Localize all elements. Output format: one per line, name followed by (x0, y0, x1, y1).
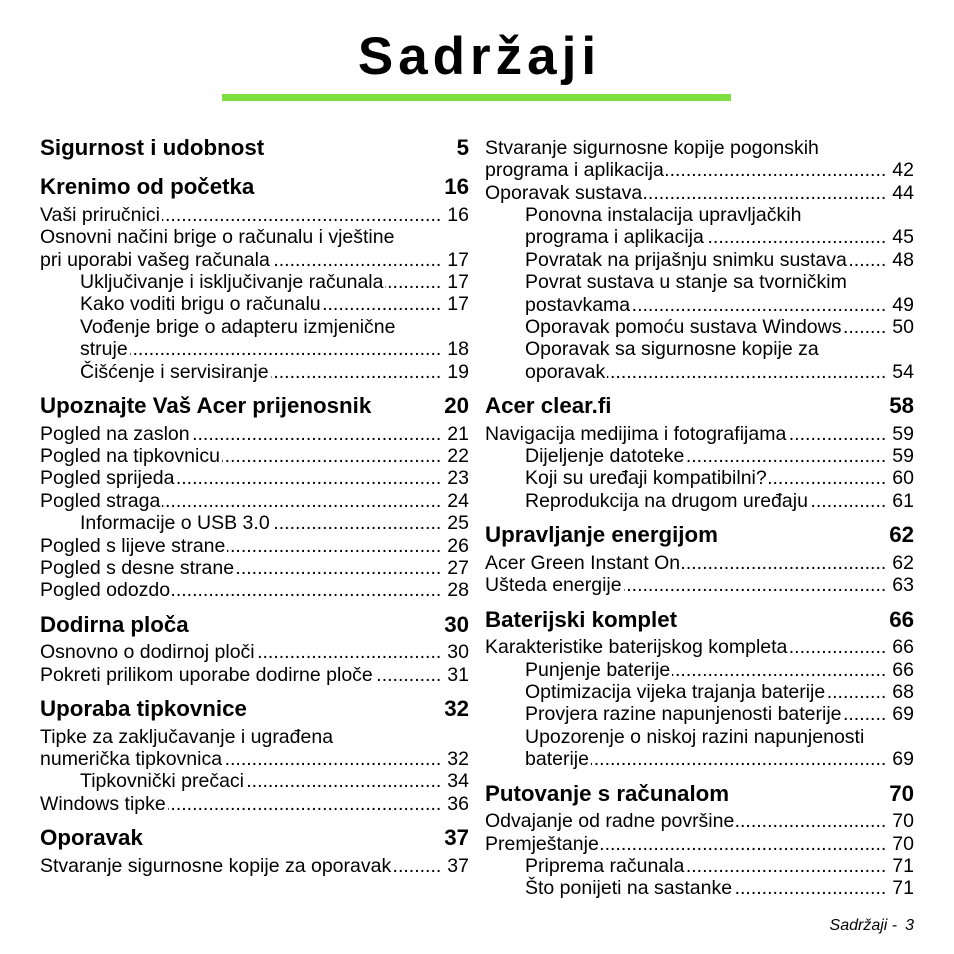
toc-heading-title: Oporavak (40, 825, 143, 851)
toc-entry-title: Punjenje baterije (525, 658, 671, 681)
toc-column-left (40, 132, 469, 878)
toc-entry[interactable] (40, 204, 469, 226)
toc-entry-page-number: 70 (892, 832, 914, 855)
toc-entry-page-number: 25 (447, 512, 469, 535)
toc-entry-line (40, 793, 469, 815)
toc-heading-title: Putovanje s računalom (485, 780, 730, 806)
toc-entry[interactable] (40, 641, 469, 663)
dot-leader (162, 204, 441, 226)
toc-entry-title: numerička tipkovnica (40, 748, 223, 771)
toc-entry-title: Vaši priručnici (40, 203, 160, 226)
toc-entry-line (40, 361, 469, 383)
toc-entry-line (40, 467, 469, 489)
toc-entry[interactable] (40, 855, 469, 877)
toc-entry[interactable] (485, 636, 914, 658)
toc-entry-title: Kako voditi brigu o računalu (80, 293, 321, 316)
toc-entry-page-number: 17 (447, 293, 469, 316)
toc-entry-page-number: 16 (447, 203, 469, 226)
toc-entry-page-number: 71 (892, 854, 914, 877)
toc-entry-page-number: 28 (447, 579, 469, 602)
toc-entry-title: Ušteda energije (485, 574, 622, 597)
toc-subentry[interactable] (485, 467, 914, 489)
dot-leader (682, 552, 886, 574)
toc-entry-title: Pogled na tipkovnicu (40, 444, 220, 467)
toc-entry-page-number: 61 (892, 489, 914, 512)
dot-leader (257, 641, 442, 663)
toc-entry-line (40, 490, 469, 512)
toc-entry-title: Koji su uređaji kompatibilni? (525, 467, 767, 490)
toc-entry-title: Provjera razine napunjenosti baterije (525, 703, 842, 726)
toc-entry-title: Acer Green Instant On (485, 551, 681, 574)
toc-entry-page-number: 31 (447, 663, 469, 686)
toc-entry-line (40, 338, 469, 360)
toc-entry-line (485, 423, 914, 445)
toc-entry-page-number: 68 (892, 681, 914, 703)
toc-entry[interactable] (40, 445, 469, 467)
toc-entry-page-number: 19 (447, 360, 469, 383)
toc-heading-page-number: 5 (456, 134, 469, 160)
toc-entry-page-number: 66 (892, 658, 914, 681)
toc-entry-line (485, 137, 914, 159)
dot-leader (323, 293, 442, 315)
toc-entry-line (485, 467, 914, 489)
dot-leader (172, 579, 441, 601)
toc-entry[interactable] (40, 557, 469, 579)
toc-entry-line (485, 226, 914, 248)
dot-leader (375, 664, 442, 686)
toc-entry-title: struje (80, 338, 128, 361)
toc-entry-line (485, 338, 914, 360)
toc-section-heading[interactable] (40, 132, 469, 165)
toc-entry-line (485, 182, 914, 204)
toc-heading-title: Acer clear.fi (485, 393, 612, 419)
toc-entry-page-number: 59 (892, 445, 914, 468)
toc-entry-title: Povrat sustava u stanje sa tvorničkim (525, 271, 847, 294)
toc-entry-title: Pogled odozdo (40, 579, 171, 602)
toc-entry-page-number: 27 (447, 556, 469, 579)
toc-entry[interactable] (485, 810, 914, 832)
toc-heading-page-number: 70 (889, 780, 914, 806)
toc-entry-title: Pogled na zaslon (40, 422, 190, 445)
toc-section-heading[interactable] (485, 519, 914, 552)
toc-entry-line (485, 490, 914, 512)
dot-leader (236, 557, 441, 579)
toc-heading-title: Sigurnost i udobnost (40, 134, 265, 160)
toc-section-heading[interactable] (485, 604, 914, 637)
toc-subentry[interactable] (485, 271, 914, 316)
toc-entry-title: Stvaranje sigurnosne kopije za oporavak (40, 854, 392, 877)
toc-heading-title: Upoznajte Vaš Acer prijenosnik (40, 393, 372, 418)
toc-entry-page-number: 24 (447, 489, 469, 512)
toc-section-heading[interactable] (40, 390, 469, 423)
toc-entry-line (485, 204, 914, 226)
dot-leader (607, 361, 886, 383)
toc-entry-line (40, 748, 469, 770)
toc-entry-line (485, 574, 914, 596)
toc-heading-title: Krenimo od početka (40, 174, 255, 200)
toc-section-heading[interactable] (485, 778, 914, 811)
toc-entry-page-number: 50 (892, 315, 914, 338)
toc-entry-title: Uključivanje i isključivanje računala (80, 271, 384, 294)
toc-entry[interactable] (485, 833, 914, 855)
toc-entry-line (485, 659, 914, 681)
dot-leader (706, 226, 886, 248)
dot-leader (176, 467, 441, 489)
toc-entry-title: Oporavak sustava (485, 181, 643, 204)
dot-leader (130, 338, 442, 360)
toc-entry-line (485, 855, 914, 877)
toc-subentry[interactable] (40, 512, 469, 534)
toc-entry-line (485, 636, 914, 658)
toc-entry-title: Pogled s lijeve strane (40, 534, 226, 557)
page-footer (830, 917, 914, 935)
toc-entry-title: Osnovno o dodirnoj ploči (40, 641, 255, 664)
toc-entry[interactable] (485, 574, 914, 596)
toc-column-right (485, 137, 914, 900)
page-title: Sadržaji (357, 27, 602, 86)
toc-section-heading[interactable] (40, 822, 469, 855)
footer-page-number: 3 (905, 917, 914, 934)
toc-entry-line (485, 833, 914, 855)
toc-entry-line (485, 271, 914, 293)
toc-entry-line (40, 316, 469, 338)
toc-entry-page-number: 17 (447, 248, 469, 271)
toc-heading-title: Baterijski komplet (485, 606, 678, 632)
toc-entry-page-number: 22 (447, 444, 469, 467)
dot-leader (788, 423, 886, 445)
toc-subentry[interactable] (40, 316, 469, 361)
toc-entry[interactable] (40, 793, 469, 815)
toc-subentry[interactable] (485, 316, 914, 338)
toc-entry-line (40, 535, 469, 557)
toc-entry-page-number: 34 (447, 770, 469, 793)
toc-subentry[interactable] (485, 204, 914, 249)
toc-entry-page-number: 66 (892, 636, 914, 659)
toc-entry[interactable] (40, 423, 469, 445)
toc-entry-page-number: 45 (892, 226, 914, 249)
toc-heading-title: Uporaba tipkovnice (40, 696, 247, 722)
toc-entry-line (485, 294, 914, 316)
toc-entry-title: Priprema računala (525, 854, 685, 877)
toc-subentry[interactable] (485, 249, 914, 271)
dot-leader (686, 855, 886, 877)
toc-subentry[interactable] (485, 877, 914, 899)
toc-entry-line (485, 726, 914, 748)
footer-label: Sadržaji - (829, 917, 898, 934)
toc-heading-title: Upravljanje energijom (485, 522, 718, 548)
toc-entry-page-number: 54 (892, 360, 914, 383)
toc-entry-page-number: 71 (892, 877, 914, 900)
dot-leader (385, 271, 441, 293)
toc-subentry[interactable] (485, 681, 914, 703)
dot-leader (844, 703, 887, 725)
toc-section-heading[interactable] (40, 693, 469, 726)
toc-entry-line (485, 361, 914, 383)
toc-entry-page-number: 49 (892, 293, 914, 316)
toc-heading-page-number: 66 (889, 606, 914, 632)
toc-heading-title: Dodirna ploča (40, 611, 189, 637)
toc-entry[interactable] (485, 182, 914, 204)
toc-entry-line (40, 445, 469, 467)
toc-subentry[interactable] (485, 726, 914, 771)
toc-entry-title: programa i aplikacija (525, 226, 704, 249)
toc-entry-line (40, 293, 469, 315)
toc-entry-title: Čišćenje i servisiranje (80, 360, 269, 383)
toc-entry[interactable] (40, 664, 469, 686)
toc-entry-line (485, 445, 914, 467)
toc-subentry[interactable] (40, 770, 469, 792)
toc-entry-title: Oporavak sa sigurnosne kopije za (525, 338, 819, 361)
toc-entry-line (40, 204, 469, 226)
dot-leader (666, 159, 886, 181)
toc-entry-title: Karakteristike baterijskog kompleta (485, 636, 788, 659)
toc-entry-line (40, 770, 469, 792)
toc-entry-line (40, 423, 469, 445)
toc-entry-title: Stvaranje sigurnosne kopije pogonskih (485, 136, 819, 159)
dot-leader (843, 316, 886, 338)
toc-entry-page-number: 48 (892, 248, 914, 271)
toc-heading-page-number: 32 (444, 696, 469, 722)
toc-entry-line (40, 512, 469, 534)
toc-entry[interactable] (485, 423, 914, 445)
toc-entry[interactable] (40, 579, 469, 601)
dot-leader (644, 182, 886, 204)
toc-entry-title: oporavak (525, 360, 606, 383)
toc-entry-title: Oporavak pomoću sustava Windows (525, 315, 842, 338)
toc-entry-title: Vođenje brige o adapteru izmjenične (80, 315, 396, 338)
dot-leader (672, 659, 886, 681)
toc-entry-title: Osnovni načini brige o računalu i vještine (40, 226, 395, 249)
toc-entry-title: postavkama (525, 293, 631, 316)
toc-entry-title: Ponovna instalacija upravljačkih (525, 203, 802, 226)
toc-heading-page-number: 20 (444, 393, 469, 418)
toc-entry-line (485, 159, 914, 181)
dot-leader (162, 490, 441, 512)
toc-entry-title: Premještanje (485, 832, 599, 855)
toc-entry-line (485, 681, 914, 703)
toc-entry[interactable] (40, 490, 469, 512)
toc-entry-title: Povratak na prijašnju snimku sustava (525, 248, 847, 271)
dot-leader (789, 636, 886, 658)
dot-leader (624, 574, 887, 596)
toc-entry[interactable] (485, 552, 914, 574)
toc-entry-title: Reprodukcija na drugom uređaju (525, 489, 808, 512)
toc-subentry[interactable] (485, 659, 914, 681)
toc-entry-page-number: 36 (447, 792, 469, 815)
toc-entry[interactable] (485, 137, 914, 182)
toc-heading-page-number: 58 (889, 393, 914, 419)
toc-entry-page-number: 42 (892, 159, 914, 182)
toc-section-heading[interactable] (40, 609, 469, 642)
toc-subentry[interactable] (485, 703, 914, 725)
toc-entry-title: Odvajanje od radne površine (485, 810, 735, 833)
toc-subentry[interactable] (40, 293, 469, 315)
toc-entry[interactable] (40, 726, 469, 771)
toc-entry-title: Pogled sprijeda (40, 467, 175, 490)
toc-entry-title: Dijeljenje datoteke (525, 445, 685, 468)
dot-leader (591, 748, 886, 770)
toc-entry-line (40, 226, 469, 248)
toc-entry-line (40, 726, 469, 748)
toc-entry-line (485, 249, 914, 271)
toc-entry-line (40, 641, 469, 663)
dot-leader (222, 445, 441, 467)
toc-entry-title: Pogled straga (40, 489, 161, 512)
toc-entry-page-number: 37 (447, 854, 469, 877)
toc-entry-title: Upozorenje o niskoj razini napunjenosti (525, 725, 865, 748)
toc-subentry[interactable] (485, 490, 914, 512)
dot-leader (632, 294, 886, 316)
toc-entry-line (485, 877, 914, 899)
toc-entry-page-number: 17 (447, 271, 469, 294)
toc-section-heading[interactable] (485, 390, 914, 423)
toc-entry-title: pri uporabi vašeg računala (40, 248, 270, 271)
dot-leader (224, 748, 441, 770)
toc-heading-page-number: 37 (444, 825, 469, 851)
toc-entry-line (485, 316, 914, 338)
toc-entry-page-number: 21 (447, 422, 469, 445)
title-underline-bar (222, 94, 731, 101)
toc-entry-page-number: 62 (892, 551, 914, 574)
toc-entry-page-number: 32 (447, 748, 469, 771)
toc-entry-page-number: 44 (892, 181, 914, 204)
dot-leader (769, 467, 887, 489)
toc-entry-page-number: 18 (447, 338, 469, 361)
dot-leader (192, 423, 442, 445)
toc-entry-title: Što ponijeti na sastanke (525, 877, 733, 900)
dot-leader (849, 249, 886, 271)
toc-entry-title: Tipkovnički prečaci (80, 770, 244, 793)
toc-entry[interactable] (40, 226, 469, 271)
toc-entry-line (40, 249, 469, 271)
toc-heading-page-number: 30 (444, 611, 469, 637)
toc-entry-line (485, 748, 914, 770)
toc-entry[interactable] (40, 467, 469, 489)
toc-subentry[interactable] (485, 855, 914, 877)
dot-leader (736, 810, 886, 832)
dot-leader (271, 361, 442, 383)
toc-entry-line (40, 855, 469, 877)
toc-entry-title: baterije (525, 748, 589, 771)
toc-entry-title: Windows tipke (40, 792, 166, 815)
dot-leader (272, 249, 441, 271)
toc-entry-page-number: 26 (447, 534, 469, 557)
dot-leader (827, 681, 886, 703)
toc-section-heading[interactable] (40, 171, 469, 204)
toc-entry-page-number: 69 (892, 748, 914, 771)
toc-entry-line (485, 703, 914, 725)
toc-subentry[interactable] (485, 445, 914, 467)
toc-entry-page-number: 60 (892, 467, 914, 490)
dot-leader (686, 445, 886, 467)
toc-entry-page-number: 69 (892, 703, 914, 726)
toc-subentry[interactable] (40, 361, 469, 383)
toc-entry-title: Optimizacija vijeka trajanja baterije (525, 681, 826, 703)
toc-entry[interactable] (40, 535, 469, 557)
toc-entry-line (40, 557, 469, 579)
toc-entry-title: Navigacija medijima i fotografijama (485, 422, 787, 445)
toc-entry-line (40, 271, 469, 293)
dot-leader (272, 512, 442, 534)
toc-entry-title: Pokreti prilikom uporabe dodirne ploče (40, 663, 373, 686)
dot-leader (393, 855, 441, 877)
dot-leader (810, 490, 886, 512)
toc-entry-title: programa i aplikacija (485, 159, 664, 182)
toc-entry-line (485, 810, 914, 832)
dot-leader (246, 770, 441, 792)
dot-leader (168, 793, 442, 815)
toc-entry-title: Tipke za zaključavanje i ugrađena (40, 725, 334, 748)
toc-entry-line (40, 579, 469, 601)
toc-entry-page-number: 30 (447, 641, 469, 664)
dot-leader (734, 877, 886, 899)
toc-entry-title: Informacije o USB 3.0 (80, 512, 270, 535)
toc-subentry[interactable] (485, 338, 914, 383)
toc-heading-page-number: 16 (444, 174, 469, 200)
toc-heading-page-number: 62 (889, 522, 914, 548)
toc-entry-page-number: 59 (892, 422, 914, 445)
toc-entry-page-number: 63 (892, 574, 914, 597)
toc-entry-line (485, 552, 914, 574)
dot-leader (227, 535, 441, 557)
toc-entry-title: Pogled s desne strane (40, 556, 235, 579)
dot-leader (601, 833, 886, 855)
toc-entry-line (40, 664, 469, 686)
toc-subentry[interactable] (40, 271, 469, 293)
toc-entry-page-number: 70 (892, 810, 914, 833)
toc-entry-page-number: 23 (447, 467, 469, 490)
